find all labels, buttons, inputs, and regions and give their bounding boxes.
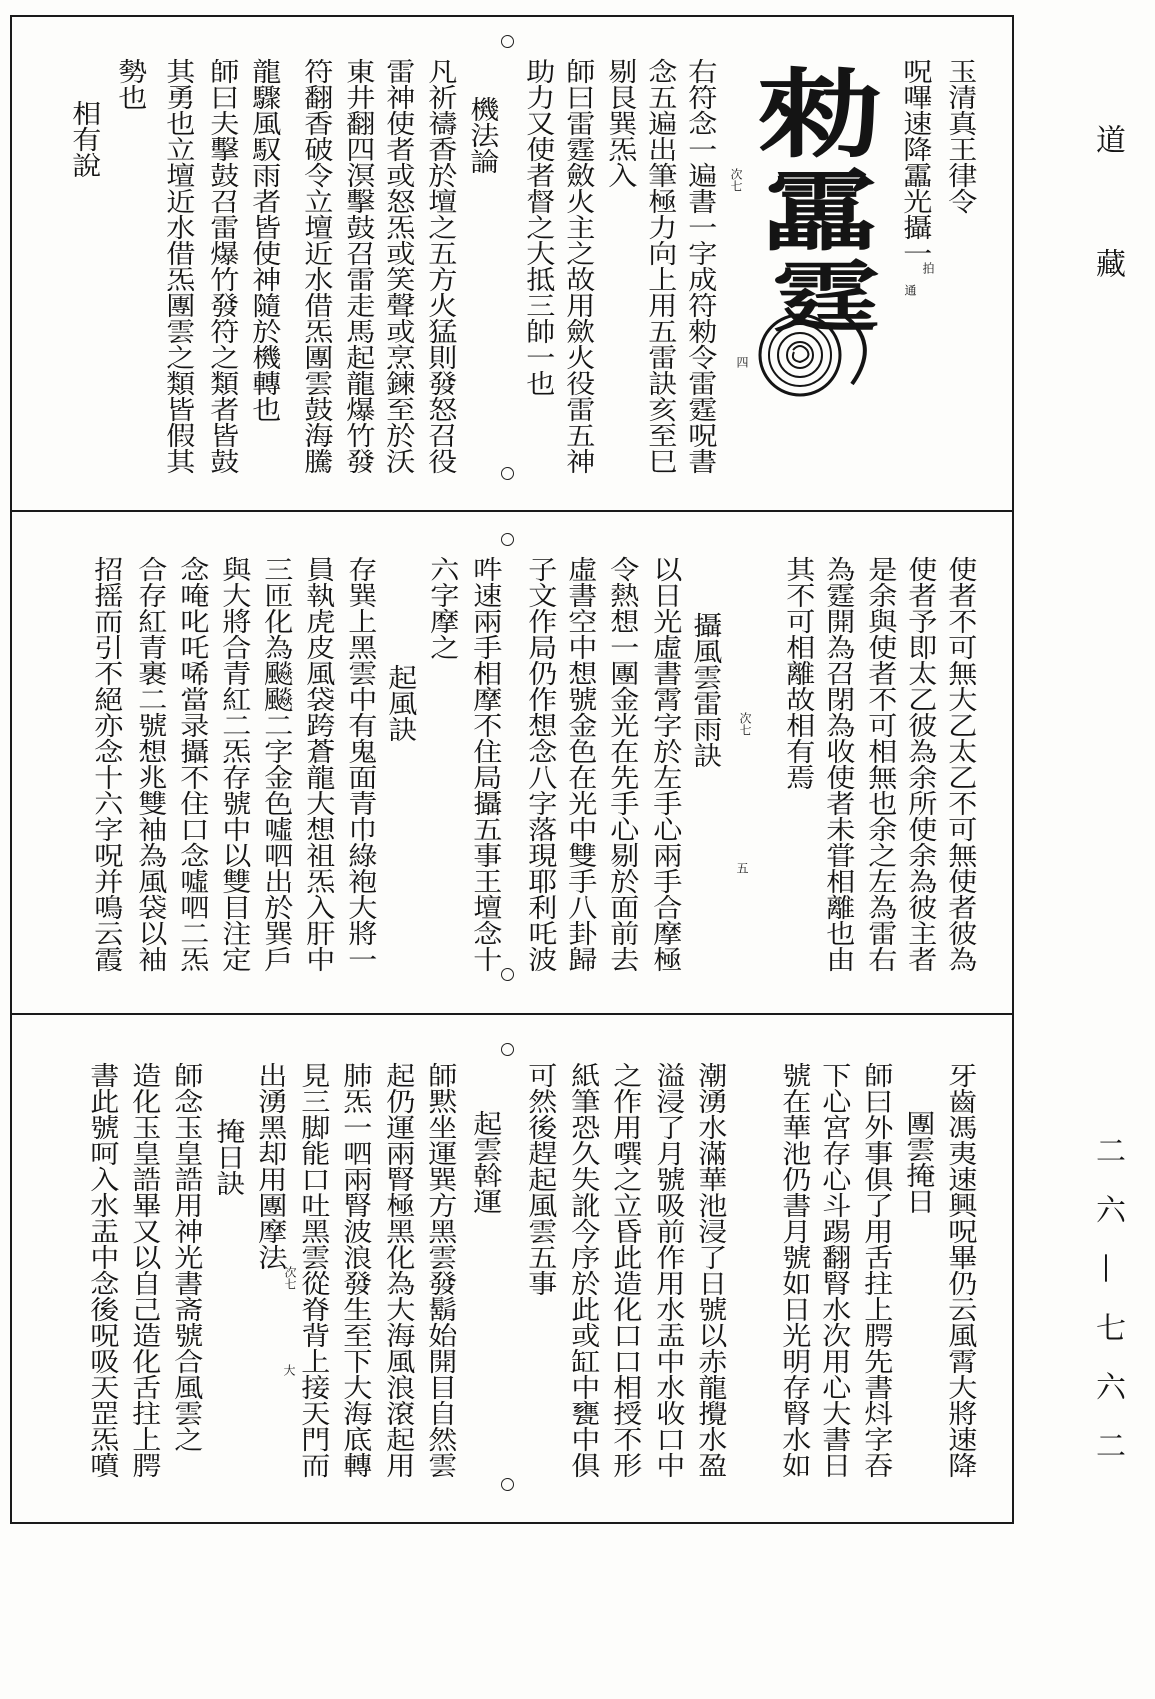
text-column: 念唵叱吒唏當录攝不住口念噓呬二炁: [175, 556, 209, 972]
text-column: 出湧黑却用團摩法: [253, 1062, 287, 1270]
text-column: 勢也: [113, 58, 147, 110]
text-column: 號在華池仍書月號如日光明存腎水如: [777, 1062, 811, 1478]
interlinear-note: 拍: [921, 262, 935, 274]
text-column: 東井翻四溟擊鼓召雷走馬起龍爆竹發: [341, 58, 375, 474]
talisman-glyph: 霆: [772, 252, 880, 343]
panel-divider: [10, 510, 1014, 512]
text-column: 起仍運兩腎極黑化為大海風浪滾起用: [381, 1062, 415, 1478]
interlinear-note: 通: [903, 284, 917, 296]
block-mark: 大: [282, 1364, 296, 1376]
talisman-figure: [752, 52, 888, 404]
section-heading: 機法論: [465, 96, 499, 174]
text-column: 師曰夫擊鼓召雷爆竹發符之類者皆鼓: [205, 58, 239, 474]
text-column: 虛書空中想號金色在光中雙手八卦歸: [563, 556, 597, 972]
text-column: 牙齒馮夷速興呪畢仍云風霄大將速降: [943, 1062, 977, 1478]
text-column: 存巽上黑雲中有鬼面青巾綠袍大將一: [343, 556, 377, 972]
section-heading: 團雲掩日: [901, 1110, 935, 1214]
text-column: 子文作局仍作想念八字落現耶利吒波: [523, 556, 557, 972]
text-column: 師念玉皇誥用神光書斋號合風雲之: [169, 1062, 203, 1452]
page-number: 二六—七六二: [1090, 1135, 1125, 1489]
block-mark: 次七: [738, 712, 752, 736]
text-column: 其不可相離故相有焉: [781, 556, 815, 790]
text-column: 助力又使者督之大抵三帥一也: [521, 58, 555, 396]
text-column: 師黙坐運巽方黑雲發鬍始開目自然雲: [423, 1062, 457, 1478]
text-column: 溢浸了月號吸前作用水盂中水收口中: [651, 1062, 685, 1478]
text-column: 三匝化為飈飈二字金色噓呬出於巽戶: [259, 556, 293, 972]
text-column: 為霆開為召閉為收使者未甞相離也由: [821, 556, 855, 972]
talisman-glyph: 勑: [757, 58, 883, 172]
text-column: 使者予即太乙彼為余所使余為彼主者: [903, 556, 937, 972]
text-column: 使者不可無大乙太乙不可無使者彼為: [943, 556, 977, 972]
block-mark: 次七: [283, 1266, 297, 1290]
canon-title-char: 藏: [1090, 248, 1125, 278]
text-column: 師曰外事俱了用舌拄上腭先書炓字吞: [859, 1062, 893, 1478]
text-column: 以日光虛書霄字於左手心兩手合摩極: [648, 556, 682, 972]
text-column: 紙筆恐久失訛今序於此或缸中甕中俱: [566, 1062, 600, 1478]
text-column: 與大將合青紅二炁存號中以雙目注定: [217, 556, 251, 972]
text-column: 吽速兩手相摩不住局攝五事王壇念十: [468, 556, 502, 972]
text-column: 見三脚能口吐黑雲從脊背上接天門而: [296, 1062, 330, 1478]
text-column: 肺炁一呬兩腎波浪發生至下大海底轉: [338, 1062, 372, 1478]
text-column: 招摇而引不絕亦念十六字呪并鳴云霞: [89, 556, 123, 972]
text-column: 下心宮存心斗踢翻腎水次用心大書日: [817, 1062, 851, 1478]
text-column: 之作用噀之立昏此造化口口相授不形: [608, 1062, 642, 1478]
text-column: 令熱想一團金光在先手心剔於面前去: [605, 556, 639, 972]
binding-circle: [501, 467, 514, 480]
binding-circle: [501, 968, 514, 981]
text-column: 符翻香破令立壇近水借炁團雲鼓海騰: [299, 58, 333, 474]
text-column: 念五遍出筆極力向上用五雷訣亥至巳: [643, 58, 677, 474]
text-column: 其勇也立壇近水借炁團雲之類皆假其: [161, 58, 195, 474]
text-column: 師曰雷霆斂火主之故用歛火役雷五神: [561, 58, 595, 474]
canon-title-char: 道: [1090, 124, 1125, 154]
text-column: 是余與使者不可相無也余之左為雷右: [863, 556, 897, 972]
text-column: 玉清真王律令: [943, 58, 977, 214]
binding-circle: [501, 1478, 514, 1491]
binding-circle: [501, 533, 514, 546]
text-column: 造化玉皇誥畢又以自己造化舌拄上腭: [127, 1062, 161, 1478]
section-heading: 相有說: [67, 100, 101, 178]
panel-divider: [10, 1013, 1014, 1015]
text-column: 剔艮巽炁入: [603, 58, 637, 188]
text-column: 六字摩之: [425, 556, 459, 660]
text-column: 可然後趕起風雲五事: [523, 1062, 557, 1296]
text-column: 合存紅青裹二號想兆雙袖為風袋以袖: [133, 556, 167, 972]
text-column: 雷神使者或怒炁或笑聲或烹鍊至於沃: [381, 58, 415, 474]
block-mark: 五: [735, 862, 749, 874]
text-column: 右符念一遍書一字成符勑令雷霆呪書: [683, 58, 717, 474]
talisman-glyph: 靁: [762, 160, 878, 264]
block-mark: 四: [735, 356, 749, 368]
binding-circle: [501, 35, 514, 48]
section-heading: 起雲斡運: [468, 1110, 502, 1214]
text-column: 凡祈禱香於壇之五方火猛則發怒召役: [423, 58, 457, 474]
text-column: 龍驟風馭雨者皆使神隨於機轉也: [247, 58, 281, 422]
binding-circle: [501, 1043, 514, 1056]
section-heading: 攝風雲雷雨訣: [688, 612, 722, 768]
section-heading: 掩日訣: [211, 1118, 245, 1196]
text-column: 呪嗶速降靁光攝一: [898, 58, 932, 266]
text-column: 員執虎皮風袋跨蒼龍大想祖炁入肝中: [301, 556, 335, 972]
text-column: 潮湧水滿華池浸了日號以赤龍攪水盈: [693, 1062, 727, 1478]
block-mark: 次七: [729, 168, 743, 192]
section-heading: 起風訣: [383, 664, 417, 742]
text-column: 書此號呵入水盂中念後呪吸天罡炁噴: [85, 1062, 119, 1478]
